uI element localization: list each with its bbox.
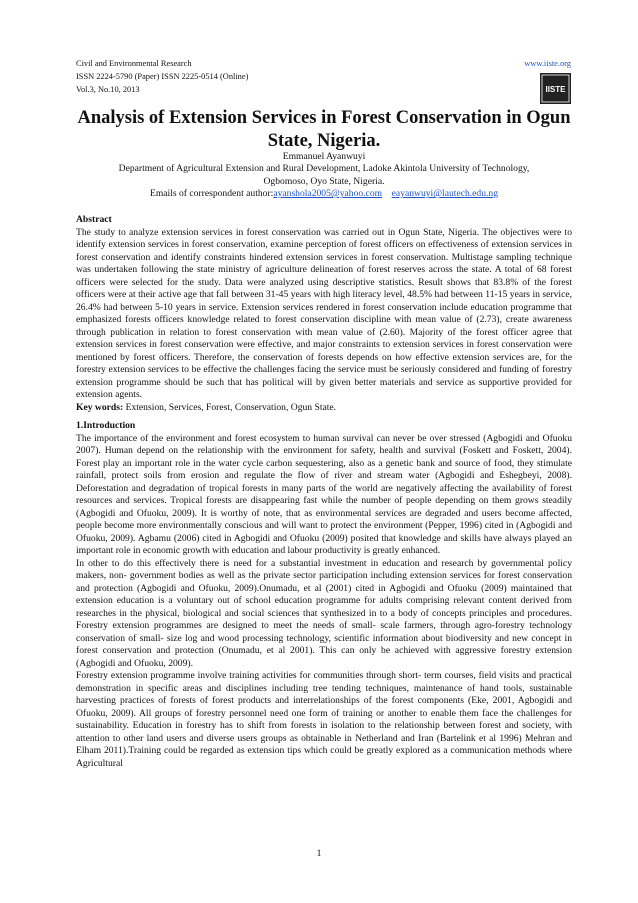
page-number: 1	[316, 848, 322, 859]
author-name: Emmanuel Ayanwuyi	[282, 151, 366, 162]
keywords-line	[76, 402, 572, 415]
introduction-heading: 1.Introduction	[76, 420, 136, 431]
email-link-1[interactable]: ayanshola2005@yahoo.com	[273, 188, 383, 200]
intro-paragraph-1: The importance of the environment and forest ecosystem to human survival can never be over stressed (Agbogidi and Ofuoku 2007). Human depend on the relationship with the environment for safety, health and survival (Foskett and Foskett, 2004). Forest play an important role in the water cycle carbon sequestering, also as a genetic bank and source of food, they stimulate rainfall, protect soils from erosion and regulate the flow of river and stream water (Agbogidi and Eshegbeyi, 2008). Deforestation and degradation of tropical forests in many parts of the world are negatively affecting the availability of forest resources and services. Tropical forests are disappearing fast while the number of people depending on them grows steadily (Agbogidi and Ofuoku, 2009). It is worthy of note, that as environmental services are degraded and users become affected, people become more environmentally conscious and will want to protect the environment (Pepper, 1996) cited in (Agbogidi and Ofuoku, 2009). Agbamu (2006) cited in Agbogidi and Ofuoku (2009) posited that knowledge and skills have always played an important role in economic growth with education and labour productivity is greatly enhanced.	[76, 432, 572, 556]
abstract-text: The study to analyze extension services in forest conservation was carried out in Ogun State, Nigeria. The objectives were to identify extension services in forest conservation, examine perception of forest officers on effectiveness of extension services in forest conservation and identify constraints hindered extension services in forest conservation. Multistage sampling technique was undertaken following the state ministry of agriculture delineation of forest reserves across the state. A total of 68 forest officers were selected for the study. Data were analyzed using descriptive statistics. Result shows that 83.8% of the forest officers were at their active age that fall between 31-45 years with high literacy level, 48.5% had between 11-15 years in service, 26.4% had between 5-10 years in service. Extension services rendered in forest conservation include education programme that emphasized forests officers knowledge related to forest conservation discipline with mean value of (2.73), create awareness through publication in relation to forest conservation with mean value of (2.60). Majority of the forest officer agree that extension services in forest conservation were effective, and major constraints to extension services in forest conservation were mentioned by forest officers. Therefore, the conservation of forests depends on how effective extension services are, for the forestry extension services to be effective the challenges facing the service must be seriously considered and funding of forestry extension programme should be such that has political will by given better materials and service as supportive provided for extension agents.	[76, 226, 572, 400]
author-block	[76, 151, 572, 201]
keywords-label: Key words:	[76, 401, 124, 413]
paper-body	[76, 214, 572, 770]
author-affiliation-2: Ogbomoso, Oyo State, Nigeria.	[263, 175, 385, 187]
journal-header	[76, 57, 248, 96]
abstract-heading: Abstract	[76, 214, 112, 225]
journal-issn: ISSN 2224-5790 (Paper) ISSN 2225-0514 (Online)	[76, 72, 249, 81]
author-emails	[76, 188, 572, 200]
email-link-2[interactable]: eayanwuyi@lautech.edu.ng	[391, 188, 499, 200]
iiste-logo	[540, 73, 571, 104]
journal-url-link[interactable]: www.iiste.org	[524, 59, 571, 68]
intro-paragraph-2: In other to do this effectively there is need for a substantial investment in education and research by governmental policy makers, non- government bodies as well as the private sector participation including extension services for forest conservation and protection (Agbogidi and Ofuoku, 2009).Onumadu, et al (2001) cited in Agbogidi and Ofuoku (2009) maintained that extension education is a voluntary out of school education programme for adults comprising relevant content derived from researches in the physical, biological and social sciences that synthesized in to a body of concepts principles and procedures. Forestry extension programmes are designed to meet the needs of small- scale farmers, through agro-forestry technology conservation of small- size log and wood processing technology, scientific information about biodiversity and new concept in forest conservation and protection (Onumadu, et al 2001). This can only be achieved with aggressive forestry extension (Agbogidi and Ofuoku, 2009).	[76, 557, 572, 669]
paper-title: Analysis of Extension Services in Forest Conservation in Ogun State, Nigeria.	[77, 108, 571, 151]
keywords-list: Extension, Services, Forest, Conservation, Ogun State.	[125, 401, 337, 413]
author-affiliation-1: Department of Agricultural Extension and Rural Development, Ladoke Akintola University of Technology,	[118, 163, 530, 175]
journal-name: Civil and Environmental Research	[76, 59, 192, 68]
email-prefix: Emails of correspondent author:	[149, 188, 274, 200]
intro-paragraph-3: Forestry extension programme involve training activities for communities through short- term courses, field visits and practical demonstration in specific areas and disciplines including tree tending techniques, maintenance of hand tools, sustainable harvesting practices of forests of forest products and interrelationships of the forest components (Eke, 2001, Agbogidi and Ofuoku, 2009). All groups of forestry personnel need one form of training or another to enable them face the challenges for sustainability. Education in forestry has to shift from forests in isolation to the relationship between forest and society, with attention to other land users and diverse users groups as obtainable in Netherland and Iran (Bartelink et al 1996) Mehran and Elham 2011).Training could be regarded as extension tips which could be greatly explored as a communication methods where Agricultural	[76, 670, 572, 769]
journal-volume: Vol.3, No.10, 2013	[76, 85, 140, 94]
logo-text: IISTE	[545, 85, 566, 94]
